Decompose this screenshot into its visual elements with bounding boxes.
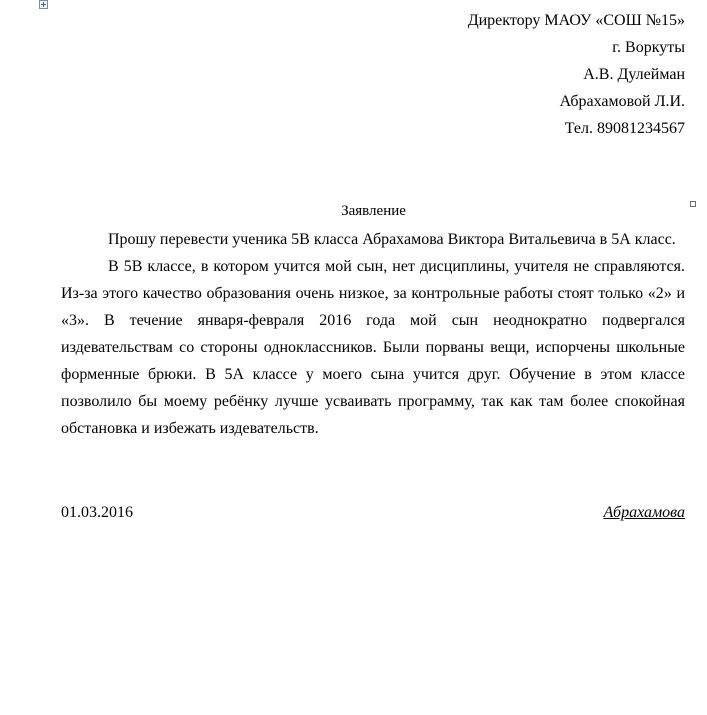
recipient-line-1: Директору МАОУ «СОШ №15» [467,12,685,29]
document-title: Заявление [341,203,406,219]
statement-paragraph-2: В 5В классе, в котором учится мой сын, нет дисциплины, учителя не справляются. Из-за этого качество образования очень низкое, за контрольные работы стоят только «2» и «3». В течение января-февраля 2016 года мой сын неоднократно подвергался издевательствам со стороны одноклассников. Были порваны вещи, испорчены школьные форменные брюки. В 5А классе у моего сына учится друг. Обучение в этом классе позволило бы моему ребёнку лучше усваивать программу, так как там более спокойная обстановка и избежать издевательств. [61,258,685,437]
statement-body [61,226,685,442]
document-date: 01.03.2016 [61,504,133,521]
recipient-line-2: г. Воркуты [612,39,685,56]
sender-name: Абрахамовой Л.И. [559,93,685,110]
signature: Абрахамова [603,504,685,521]
statement-paragraph-1: Прошу перевести ученика 5В класса Абрахамова Виктора Витальевича в 5А класс. [108,231,676,248]
header-address-block [468,7,685,142]
table-move-icon[interactable] [39,0,48,9]
sender-phone: Тел. 89081234567 [564,120,685,137]
recipient-line-3: А.В. Дулейман [583,66,685,83]
